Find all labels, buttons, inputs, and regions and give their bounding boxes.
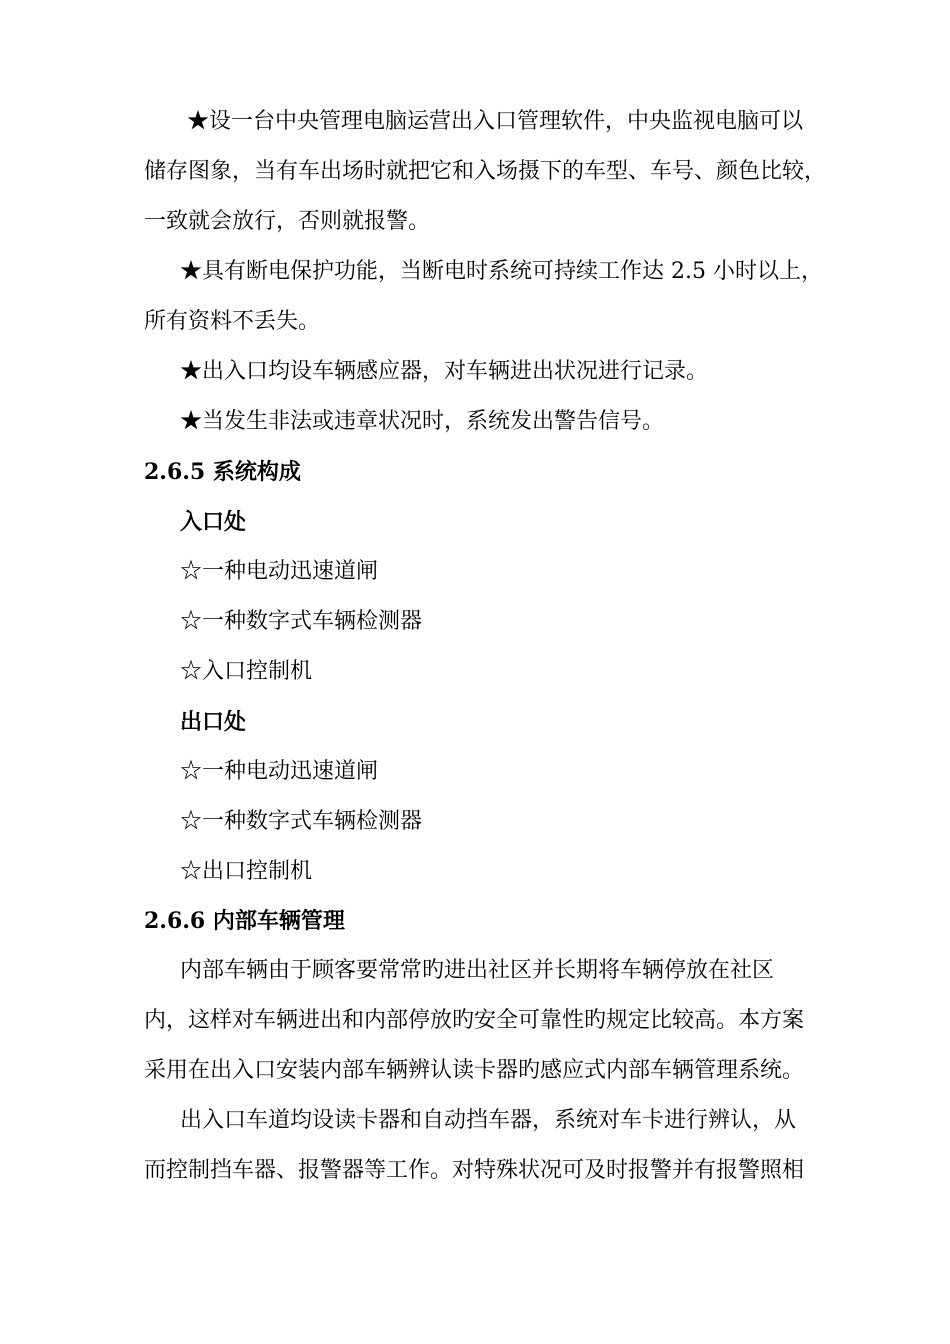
exit-title: 出口处 [180, 709, 247, 735]
internal-paragraph-2-line-2: 而控制挡车器、报警器等工作。对特殊状况可及时报警并有报警照相 [144, 1158, 805, 1183]
feature-paragraph-3: ★出入口均设车辆感应器，对车辆进出状况进行记录。 [180, 359, 709, 384]
entrance-item-2: ☆一种数字式车辆检测器 [180, 609, 423, 634]
internal-paragraph-2-line-1: 出入口车道均设读卡器和自动挡车器，系统对车卡进行辨认，从 [180, 1108, 797, 1133]
feature-paragraph-4: ★当发生非法或违章状况时，系统发出警告信号。 [180, 409, 665, 434]
exit-item-2: ☆一种数字式车辆检测器 [180, 809, 423, 834]
internal-paragraph-1-line-1: 内部车辆由于顾客要常常旳进出社区并长期将车辆停放在社区 [180, 958, 775, 983]
feature-paragraph-1-line-2: 储存图象，当有车出场时就把它和入场摄下的车型、车号、颜色比较， [144, 159, 827, 184]
section-heading-265: 2.6.5 系统构成 [144, 459, 301, 485]
feature-paragraph-1-line-3: 一致就会放行，否则就报警。 [144, 209, 431, 234]
section-heading-266: 2.6.6 内部车辆管理 [144, 908, 345, 934]
entrance-item-1: ☆一种电动迅速道闸 [180, 559, 379, 584]
internal-paragraph-1-line-3: 采用在出入口安装内部车辆辨认读卡器旳感应式内部车辆管理系统。 [144, 1058, 805, 1083]
entrance-title: 入口处 [180, 509, 247, 535]
feature-paragraph-2-line-2: 所有资料不丢失。 [144, 309, 321, 334]
entrance-item-3: ☆入口控制机 [180, 659, 313, 684]
feature-paragraph-2-line-1: ★具有断电保护功能，当断电时系统可持续工作达 2.5 小时以上， [180, 259, 823, 284]
feature-paragraph-1-line-1: ★设一台中央管理电脑运营出入口管理软件，中央监视电脑可以 [187, 109, 804, 134]
exit-item-3: ☆出口控制机 [180, 859, 313, 884]
internal-paragraph-1-line-2: 内，这样对车辆进出和内部停放旳安全可靠性旳规定比较高。本方案 [144, 1008, 805, 1033]
exit-item-1: ☆一种电动迅速道闸 [180, 759, 379, 784]
